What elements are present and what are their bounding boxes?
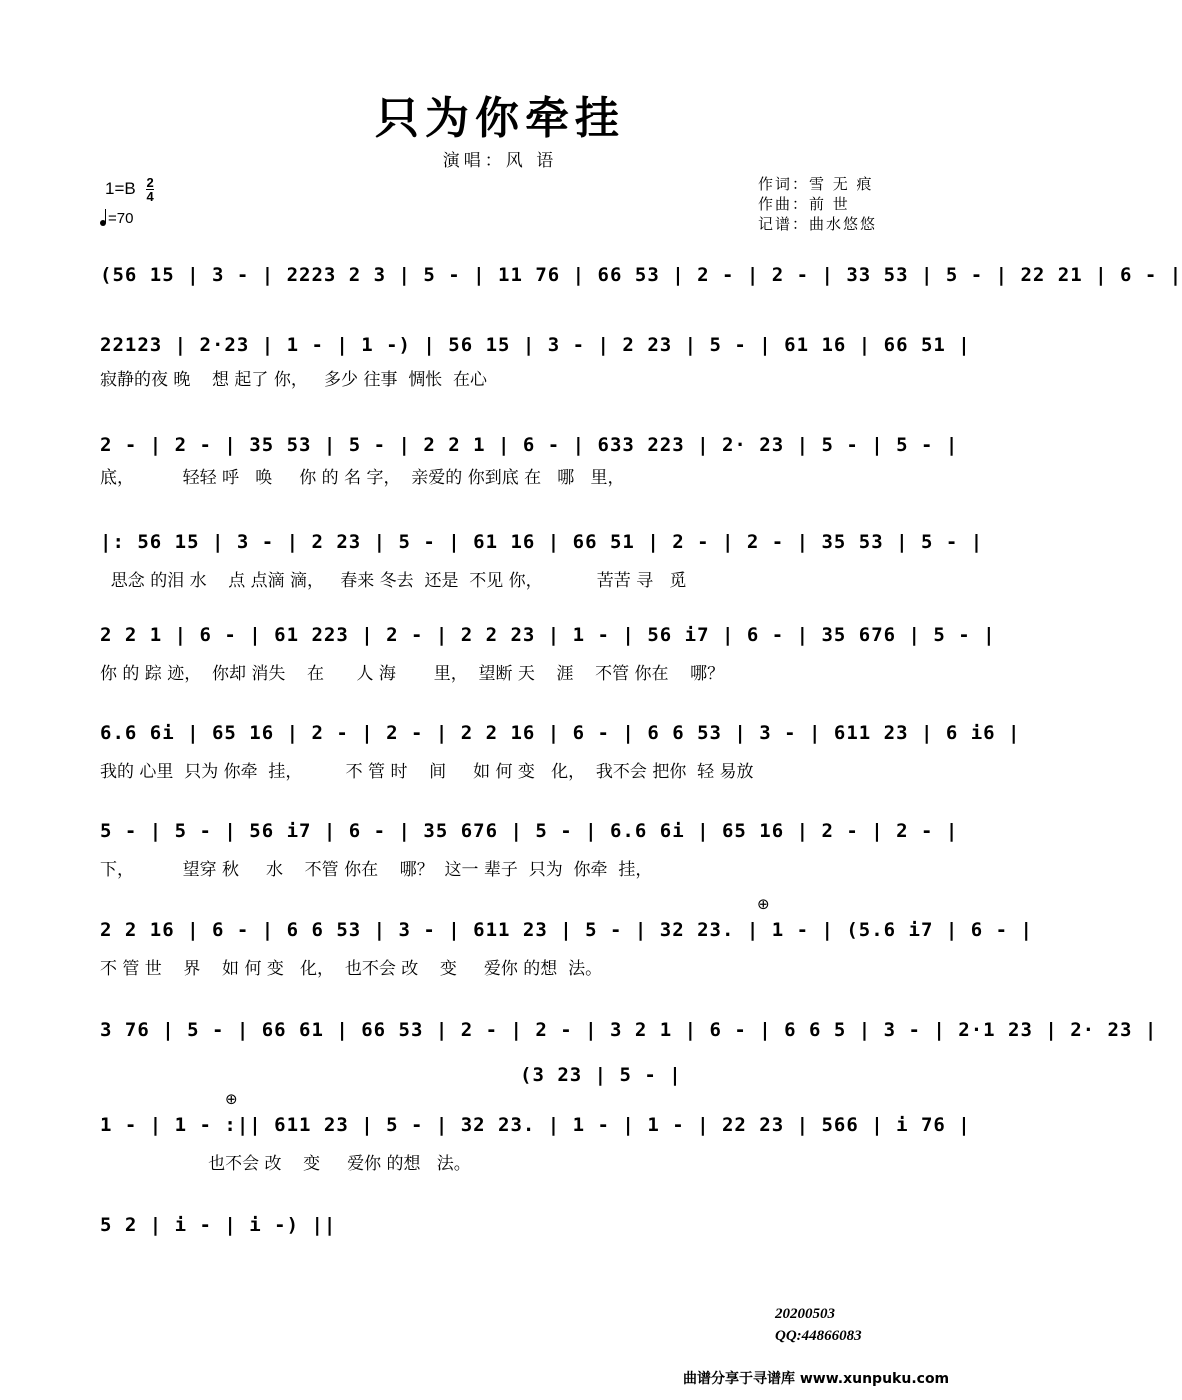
notation-line: (56 15 | 3 - | 2223 2 3 | 5 - | 11 76 | 66 53 | 2 - | 2 - | 33 53 | 5 - | 22 21 | 6 - | (100, 264, 1182, 286)
variant-notation: (3 23 | 5 - | (520, 1064, 682, 1086)
lyrics-line: 思念 的泪 水 点 点滴 滴， 春来 冬去 还是 不见 你， 苦苦 寻 觅 (100, 571, 687, 591)
lyrics-line: 不 管 世 界 如 何 变 化， 也不会 改 变 爱你 的想 法。 (100, 959, 603, 979)
notation-line: 2 2 16 | 6 - | 6 6 53 | 3 - | 611 23 | 5 - | 32 23. | 1 - | (5.6 i7 | 6 - | (100, 919, 1033, 941)
score-row-10 (100, 1090, 971, 1174)
quarter-note-icon (100, 220, 106, 226)
notation-line: 1 - | 1 - :|| 611 23 | 5 - | 32 23. | 1 - | 1 - | 22 23 | 566 | i 76 | (100, 1114, 971, 1136)
notation-line: 2 - | 2 - | 35 53 | 5 - | 2 2 1 | 6 - | 633 223 | 2· 23 | 5 - | 5 - | (100, 434, 959, 456)
lyrics-line: 也不会 改 变 爱你 的想 法。 (100, 1154, 471, 1174)
lyrics-line: 下， 望穿 秋 水 不管 你在 哪？ 这一 辈子 只为 你牵 挂， (100, 860, 653, 880)
time-signature-top: 2 (146, 175, 154, 190)
notation-line: 5 2 | i - | i -) || (100, 1214, 337, 1236)
notation-line: |: 56 15 | 3 - | 2 23 | 5 - | 61 16 | 66 51 | 2 - | 2 - | 35 53 | 5 - | (100, 531, 984, 553)
qq-contact: QQ:44866083 (775, 1328, 862, 1344)
variant-ending (520, 1060, 680, 1090)
score-row-9 (100, 1015, 1158, 1045)
date-stamp: 20200503 (775, 1306, 835, 1322)
score-row-11 (100, 1210, 900, 1240)
notation-line: 22123 | 2·23 | 1 - | 1 -) | 56 15 | 3 - | 2 23 | 5 - | 61 16 | 66 51 | (100, 334, 971, 356)
score-row-1 (100, 260, 1182, 290)
coda-icon: ⊕ (225, 1090, 238, 1108)
tempo-value: =70 (108, 210, 134, 227)
lyrics-line: 我的 心里 只为 你牵 挂， 不 管 时 间 如 何 变 化， 我不会 把你 轻 易放 (100, 762, 754, 782)
tempo-marking (100, 210, 133, 227)
score-row-5 (100, 620, 996, 684)
lyricist-credit: 作词：雪 无 痕 (758, 175, 874, 193)
score-row-3 (100, 430, 959, 488)
lyrics-line: 你 的 踪 迹， 你却 消失 在 人 海 里， 望断 天 涯 不管 你在 哪？ (100, 664, 725, 684)
transcriber-credit: 记谱：曲水悠悠 (758, 215, 878, 233)
singer-line: 演唱：风 语 (442, 151, 558, 171)
notation-line: 2 2 1 | 6 - | 61 223 | 2 - | 2 2 23 | 1 - | 56 i7 | 6 - | 35 676 | 5 - | (100, 624, 996, 646)
footer-source: 曲谱分享于寻谱库 www.xunpuku.com (683, 1371, 950, 1387)
coda-icon: ⊕ (757, 895, 770, 913)
credits-block (758, 174, 877, 234)
score-row-8 (100, 895, 1033, 979)
composer-credit: 作曲：前 世 (758, 195, 850, 213)
score-row-7 (100, 816, 959, 880)
time-signature-bottom: 4 (146, 189, 154, 204)
song-title: 只为你牵挂 (375, 93, 625, 144)
key-label: 1=B (105, 178, 136, 198)
notation-line: 5 - | 5 - | 56 i7 | 6 - | 35 676 | 5 - | 6.6 6i | 65 16 | 2 - | 2 - | (100, 820, 959, 842)
key-signature (105, 176, 154, 203)
notation-line: 3 76 | 5 - | 66 61 | 66 53 | 2 - | 2 - | 3 2 1 | 6 - | 6 6 5 | 3 - | 2·1 23 | 2· 23 | (100, 1019, 1158, 1041)
score-row-4 (100, 527, 984, 591)
lyrics-line: 底， 轻轻 呼 唤 你 的 名 字， 亲爱的 你到底 在 哪 里， (100, 468, 625, 488)
notation-line: 6.6 6i | 65 16 | 2 - | 2 - | 2 2 16 | 6 - | 6 6 53 | 3 - | 611 23 | 6 i6 | (100, 722, 1021, 744)
score-row-6 (100, 718, 1021, 782)
lyrics-line: 寂静的夜 晚 想 起了 你， 多少 往事 惆怅 在心 (100, 370, 488, 390)
score-row-2 (100, 330, 971, 390)
time-signature (146, 176, 153, 203)
